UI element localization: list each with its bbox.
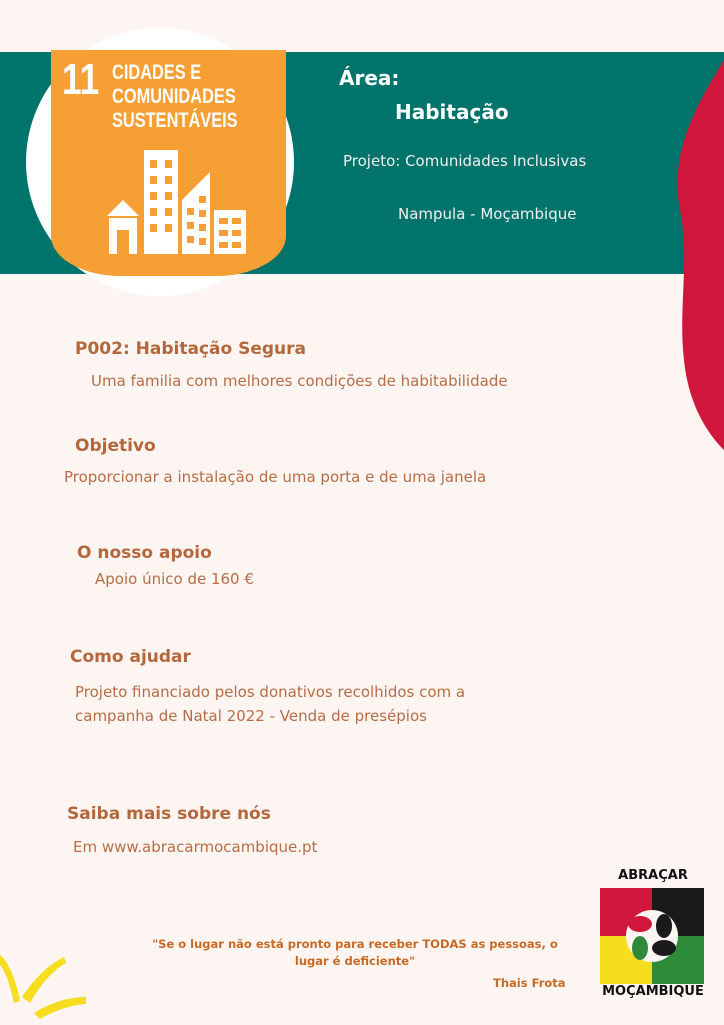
section-text-p002: Uma familia com melhores condições de habitabilidade: [91, 372, 508, 390]
sdg-number: 11: [62, 55, 100, 104]
area-label: Área:: [339, 66, 400, 90]
decorative-red-shape: [660, 60, 724, 450]
hands-icon: [600, 888, 704, 984]
website-link[interactable]: Em www.abracarmocambique.pt: [73, 838, 318, 856]
organization-logo: [588, 864, 718, 1014]
quote-author: Thais Frota: [493, 976, 566, 990]
project-location: Nampula - Moçambique: [398, 205, 577, 223]
quote-line-1: "Se o lugar não está pronto para receber TODAS as pessoas, o: [152, 937, 558, 951]
section-text-ajudar-line2: campanha de Natal 2022 - Venda de presépios: [75, 707, 427, 725]
sdg-label: CIDADES E COMUNIDADES SUSTENTÁVEIS: [112, 61, 238, 132]
project-name: Projeto: Comunidades Inclusivas: [343, 152, 587, 170]
section-title-saiba: Saiba mais sobre nós: [67, 804, 271, 824]
section-title-apoio: O nosso apoio: [77, 543, 212, 563]
area-value: Habitação: [395, 100, 509, 124]
section-title-ajudar: Como ajudar: [70, 647, 191, 667]
logo-text-bottom: MOÇAMBIQUE: [602, 984, 704, 999]
section-text-ajudar-line1: Projeto financiado pelos donativos recolhidos com a: [75, 683, 466, 701]
section-text-objetivo: Proporcionar a instalação de uma porta e de uma janela: [64, 468, 487, 486]
section-title-p002: P002: Habitação Segura: [75, 339, 307, 359]
buildings-icon: [104, 150, 246, 255]
quote-line-2: lugar é deficiente": [294, 954, 416, 968]
quote: [120, 936, 590, 970]
logo-text-top: ABRAÇAR: [618, 868, 688, 883]
sun-rays-decoration: [0, 935, 90, 1025]
section-title-objetivo: Objetivo: [75, 436, 156, 456]
section-text-apoio: Apoio único de 160 €: [95, 570, 254, 588]
